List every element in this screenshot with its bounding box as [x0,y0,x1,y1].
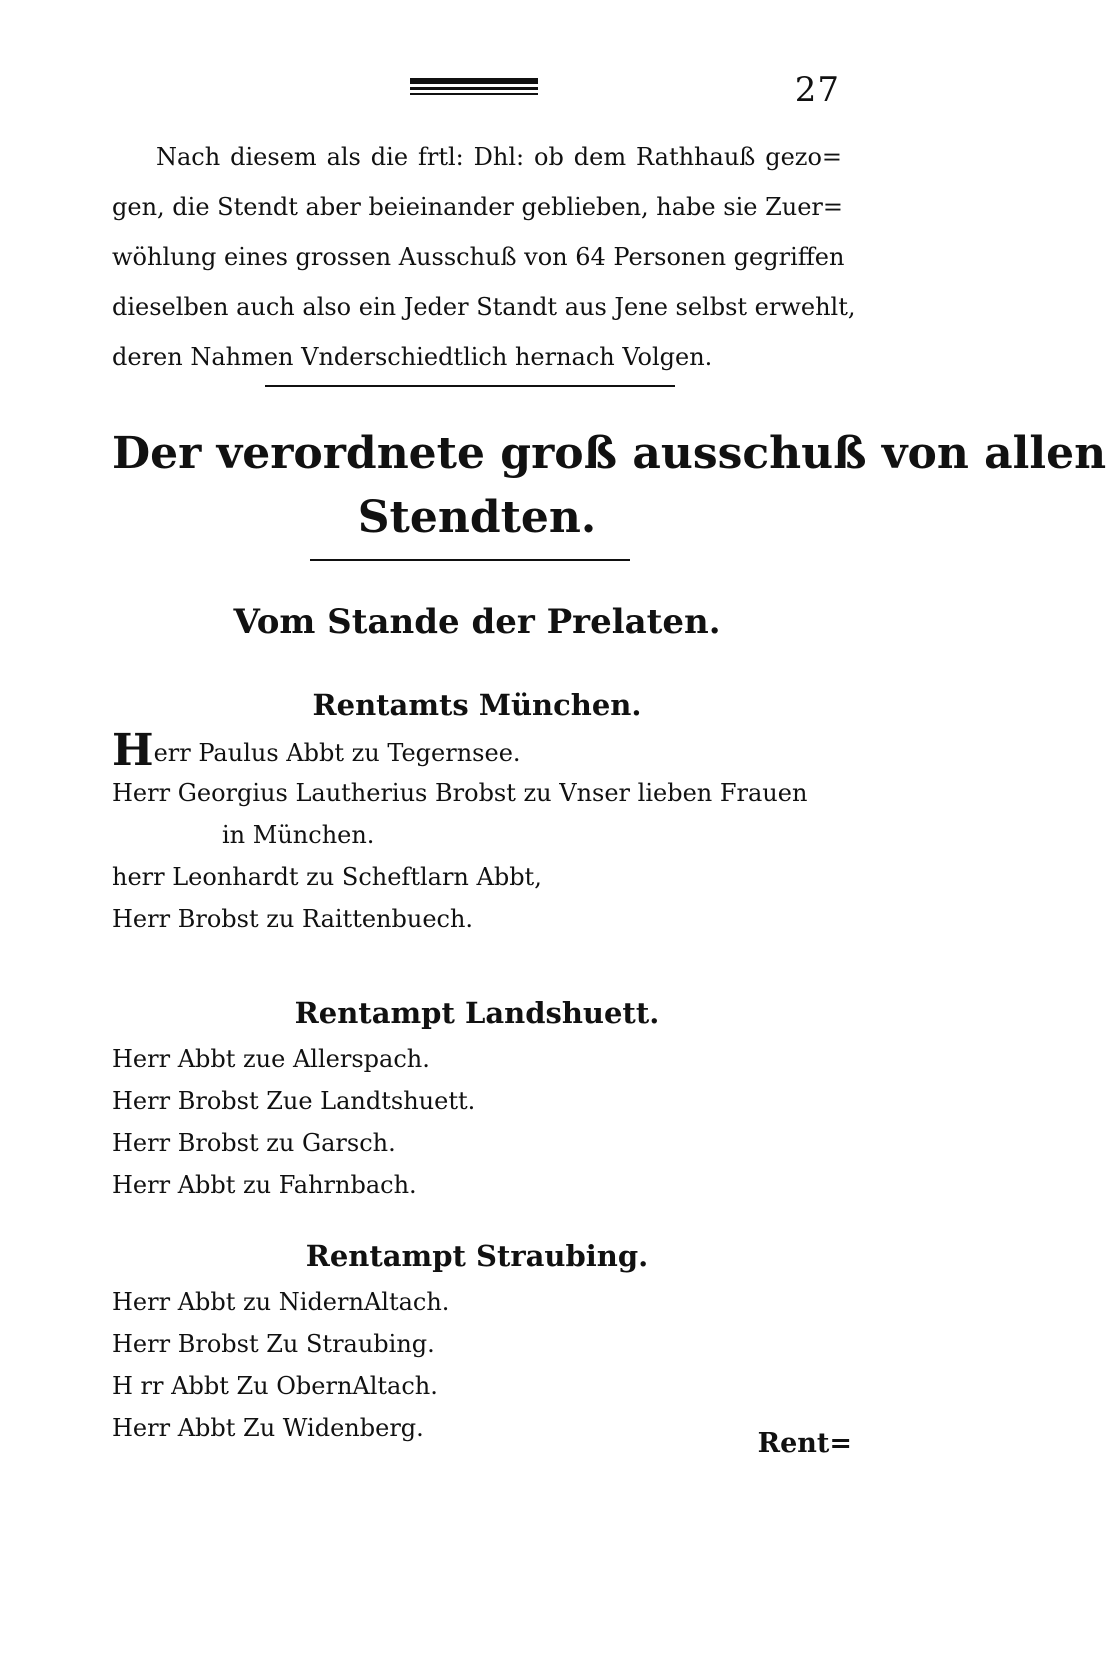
catchword: Rent= [757,1428,852,1459]
list-item: Herr Brobst Zue Landtshuett. [112,1087,476,1115]
list-item: herr Leonhardt zu Scheftlarn Abbt, [112,863,542,891]
heading-divider [310,559,630,561]
list-item: Herr Abbt zu Fahrnbach. [112,1171,417,1199]
intro-line: wöhlung eines grossen Ausschuß von 64 Personen gegriffen [112,243,845,271]
section-heading: Vom Stande der Prelaten. [233,602,721,642]
main-heading-line-2: Stendten. [357,492,597,543]
district-block-straubing [112,1231,842,1449]
section-divider [265,385,675,387]
list-item: Herr Abbt zue Allerspach. [112,1045,430,1073]
ornament-bar-thick [410,78,538,84]
list-item: Herr Brobst zu Raittenbuech. [112,905,474,933]
district-heading: Rentampt Straubing. [305,1239,649,1273]
drop-cap: H [112,725,154,776]
intro-line: gen, die Stendt aber beieinander geblieben, habe sie Zuer= [112,193,843,221]
list-item: Herr Abbt Zu Widenberg. [112,1414,424,1442]
ornament-bar-thin [410,93,538,95]
intro-line: Nach diesem als die frtl: Dhl: ob dem Rathhauß gezo= [156,143,842,171]
list-item-text: err Paulus Abbt zu Tegernsee. [153,739,521,767]
header-ornament-rule [410,78,538,100]
district-block-muenchen [112,680,842,940]
list-item: Herr Abbt zu NidernAltach. [112,1288,450,1316]
intro-line: dieselben auch also ein Jeder Standt aus Jene selbst erwehlt, [112,293,856,321]
ornament-bar-medium [410,87,538,90]
main-heading [112,422,1106,550]
district-block-landshuett [112,988,842,1206]
intro-paragraph [112,132,856,382]
list-item: H rr Abbt Zu ObernAltach. [112,1372,438,1400]
list-item [112,725,842,776]
list-item: Herr Brobst Zu Straubing. [112,1330,435,1358]
district-heading: Rentampt Landshuett. [294,996,660,1030]
main-heading-line-1: Der verordnete groß ausschuß von allen [112,428,1106,479]
district-heading: Rentamts München. [312,688,642,722]
list-item: Herr Georgius Lautherius Brobst zu Vnser lieben Frauen [112,779,808,807]
list-item-continuation: in München. [222,821,375,849]
list-item: Herr Brobst zu Garsch. [112,1129,396,1157]
intro-line: deren Nahmen Vnderschiedtlich hernach Volgen. [112,343,713,371]
page-number: 27 [794,70,840,110]
